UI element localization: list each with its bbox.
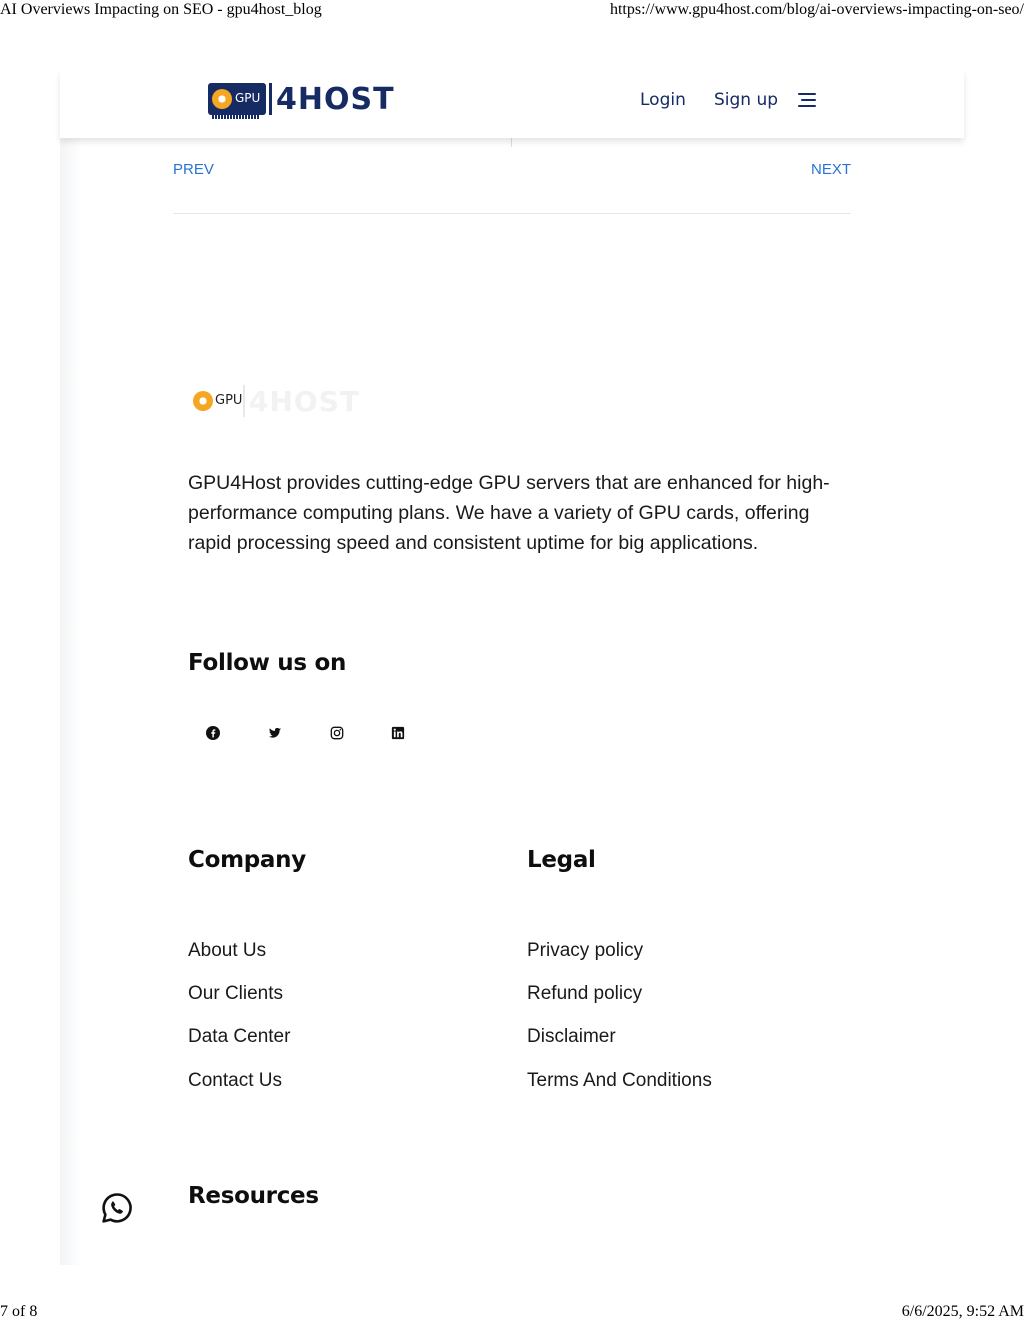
company-heading: Company [188, 847, 306, 873]
resources-heading: Resources [188, 1183, 319, 1209]
company-link-data-center[interactable]: Data Center [188, 1026, 291, 1047]
site-logo[interactable] [208, 81, 398, 119]
signup-link[interactable]: Sign up [714, 90, 779, 110]
print-page-title: AI Overviews Impacting on SEO - gpu4host_blog [0, 1, 322, 18]
company-link-about-us[interactable]: About Us [188, 940, 267, 961]
footer-logo[interactable] [193, 384, 373, 420]
legal-link-privacy-policy[interactable]: Privacy policy [527, 940, 644, 961]
footer-about-text: GPU4Host provides cutting-edge GPU servers that are enhanced for high-performance computing plans. We have a variety of GPU cards, offering rapid processing speed and consistent uptime for big applications. [188, 472, 830, 554]
company-link-contact-us[interactable]: Contact Us [188, 1070, 282, 1091]
print-datetime: 6/6/2025, 9:52 AM [901, 1303, 1024, 1320]
post-navigation [173, 138, 851, 214]
site-header [60, 70, 964, 138]
logo-chip-text: GPU [235, 91, 261, 105]
print-page-counter: 7 of 8 [0, 1303, 38, 1320]
logo-gpu-chip [208, 83, 266, 115]
twitter-icon[interactable] [265, 723, 285, 743]
whatsapp-icon[interactable] [100, 1191, 134, 1225]
next-post-link[interactable]: NEXT [810, 161, 851, 178]
footer-logo-brand-text: 4HOST [249, 385, 360, 418]
logo-separator [269, 83, 272, 115]
legal-link-refund-policy[interactable]: Refund policy [527, 983, 643, 1004]
legal-link-terms-and-conditions[interactable]: Terms And Conditions [527, 1070, 712, 1091]
print-header [0, 0, 1024, 22]
instagram-icon[interactable] [327, 723, 347, 743]
page-side-shade [60, 70, 82, 1265]
prev-post-link[interactable]: PREV [173, 161, 214, 178]
logo-chip-pins [212, 115, 260, 119]
legal-heading: Legal [527, 847, 596, 873]
footer-logo-separator [243, 385, 245, 417]
company-link-our-clients[interactable]: Our Clients [188, 983, 284, 1004]
follow-us-heading: Follow us on [188, 650, 347, 676]
logo-brand-text: 4HOST [276, 82, 395, 117]
footer-logo-sun-icon [193, 391, 213, 411]
logo-sun-icon [212, 89, 232, 109]
legal-link-disclaimer[interactable]: Disclaimer [527, 1026, 616, 1047]
print-footer [0, 1301, 1024, 1325]
login-link[interactable]: Login [640, 90, 686, 110]
linkedin-icon[interactable] [388, 723, 408, 743]
footer-logo-chip-text: GPU [215, 393, 243, 408]
hamburger-menu-icon[interactable] [798, 92, 818, 108]
print-page-url: https://www.gpu4host.com/blog/ai-overviews-impacting-on-seo/ [609, 1, 1024, 18]
post-nav-divider [511, 138, 512, 147]
facebook-icon[interactable] [203, 723, 223, 743]
